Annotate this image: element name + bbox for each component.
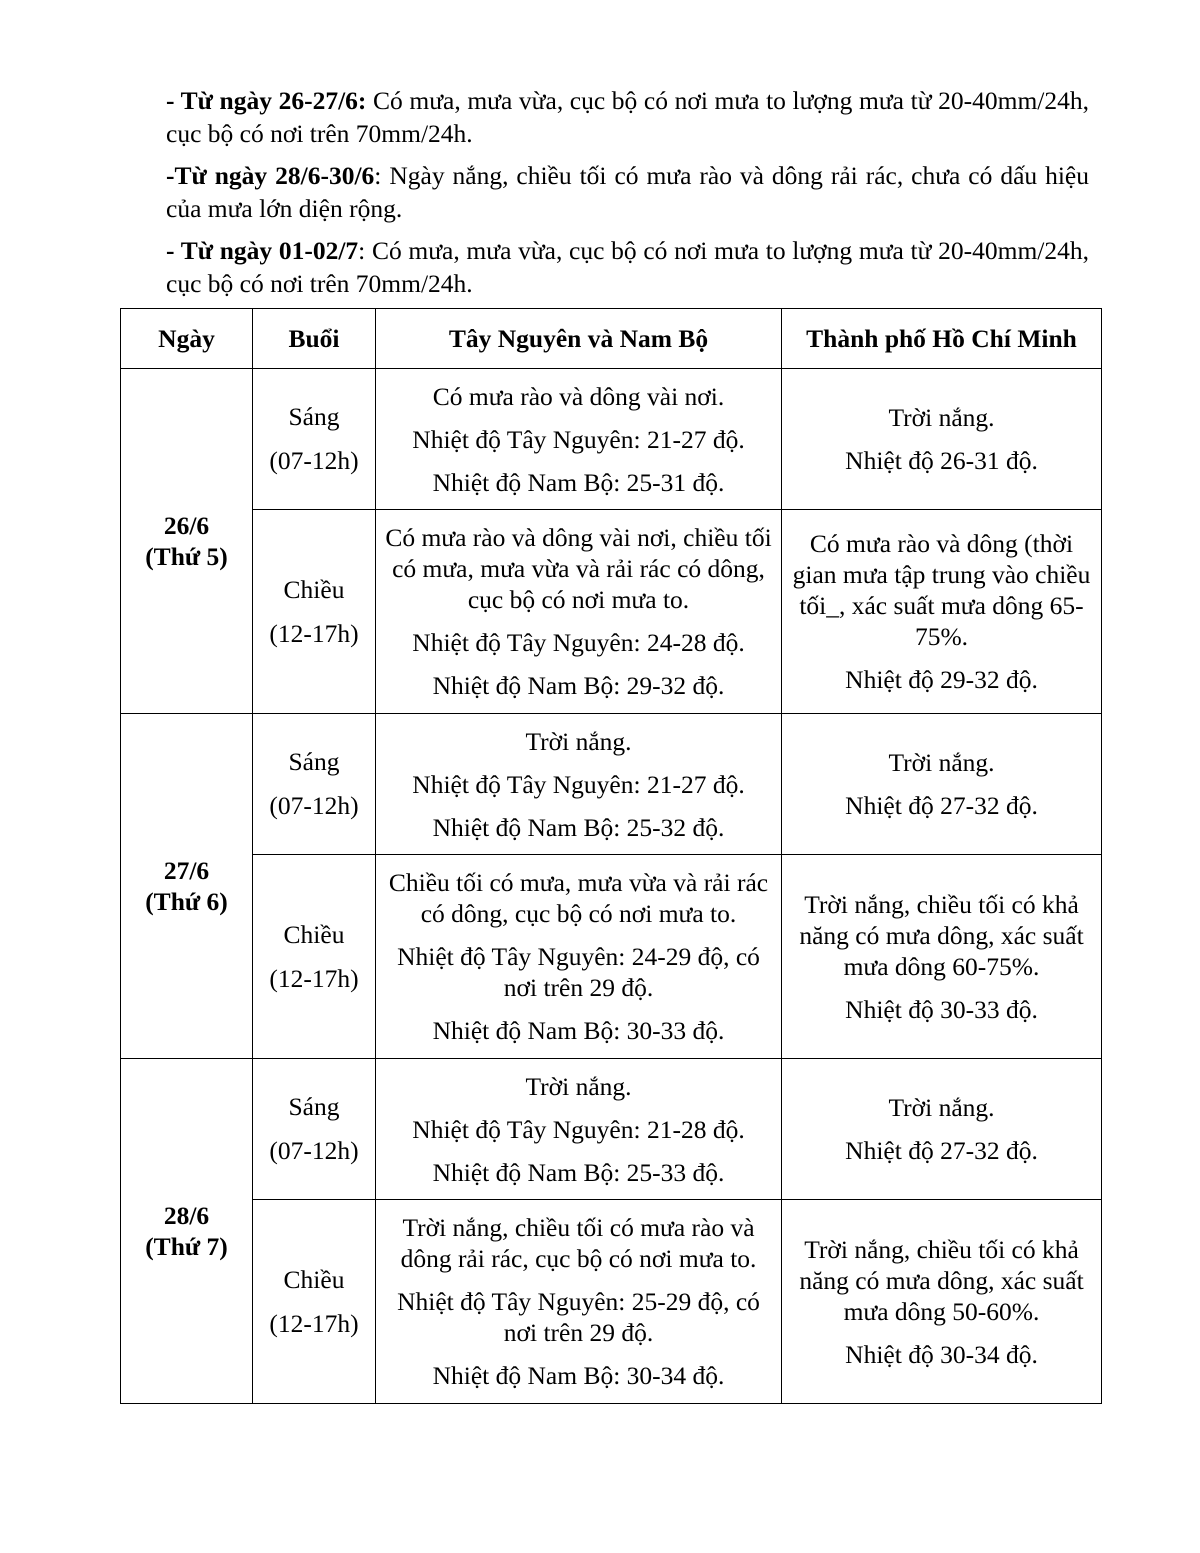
date-label: 27/6 xyxy=(163,856,210,885)
intro-label: -Từ ngày 28/6-30/6 xyxy=(166,161,375,190)
city-forecast-cell xyxy=(782,1059,1102,1200)
date-label: 26/6 xyxy=(163,511,210,540)
forecast-text: Trời nắng. xyxy=(888,403,995,432)
session-hours: (07-12h) xyxy=(269,1136,359,1165)
forecast-text: Nhiệt độ 30-33 độ. xyxy=(845,994,1038,1024)
forecast-text: Có mưa rào và dông vài nơi. xyxy=(432,381,725,411)
session-cell xyxy=(253,1059,376,1200)
session-hours: (07-12h) xyxy=(269,446,359,475)
forecast-text: Nhiệt độ Tây Nguyên: 21-28 độ. xyxy=(412,1114,745,1144)
table-row xyxy=(121,1059,1102,1200)
forecast-text: Trời nắng. xyxy=(888,1093,995,1122)
date-label: 28/6 xyxy=(163,1201,210,1230)
forecast-text: Trời nắng, chiều tối có khả năng có mưa dông, xác suất mưa dông 50-60%. xyxy=(799,1234,1084,1326)
session-hours: (12-17h) xyxy=(269,618,359,648)
region-forecast-cell xyxy=(376,714,782,855)
city-forecast-cell xyxy=(782,855,1102,1059)
weekday-label: (Thứ 5) xyxy=(145,542,228,571)
weekday-label: (Thứ 7) xyxy=(145,1232,228,1261)
intro-text: : Ngày nắng, chiều tối có mưa rào và dông rải rác, chưa có dấu hiệu của mưa lớn diện rộng. xyxy=(166,161,1089,223)
city-forecast-cell xyxy=(782,369,1102,510)
forecast-text: Nhiệt độ Nam Bộ: 25-32 độ. xyxy=(432,812,725,842)
intro-paragraph xyxy=(166,159,1089,225)
region-forecast-cell xyxy=(376,369,782,510)
weekday-label: (Thứ 6) xyxy=(145,887,228,916)
session-hours: (12-17h) xyxy=(269,1308,359,1338)
session-cell xyxy=(253,714,376,855)
table-row xyxy=(121,1200,1102,1404)
forecast-text: Có mưa rào và dông vài nơi, chiều tối có mưa, mưa vừa và rải rác có dông, cục bộ có nơi mưa to. xyxy=(385,523,772,614)
forecast-text: Nhiệt độ 27-32 độ. xyxy=(845,1136,1038,1165)
forecast-text: Trời nắng. xyxy=(525,1071,632,1101)
session-hours: (12-17h) xyxy=(269,963,359,993)
forecast-text: Nhiệt độ Nam Bộ: 25-33 độ. xyxy=(432,1157,725,1187)
table-header-row xyxy=(121,309,1102,369)
date-cell xyxy=(121,369,253,714)
table-row xyxy=(121,369,1102,510)
forecast-text: Chiều tối có mưa, mưa vừa và rải rác có dông, cục bộ có nơi mưa to. xyxy=(388,868,769,928)
session-cell xyxy=(253,1200,376,1404)
forecast-text: Nhiệt độ Tây Nguyên: 21-27 độ. xyxy=(412,769,745,799)
forecast-text: Nhiệt độ Nam Bộ: 29-32 độ. xyxy=(432,671,725,700)
session-label: Chiều xyxy=(283,1264,345,1294)
intro-paragraph xyxy=(166,84,1089,150)
header-session: Buổi xyxy=(253,309,376,369)
intro-text: : Có mưa, mưa vừa, cục bộ có nơi mưa to lượng mưa từ 20-40mm/24h, cục bộ có nơi trên 70mm/24h. xyxy=(166,236,1089,298)
intro-section xyxy=(166,84,1089,309)
forecast-text: Nhiệt độ Nam Bộ: 30-34 độ. xyxy=(432,1361,725,1390)
session-label: Sáng xyxy=(288,1092,340,1121)
city-forecast-cell xyxy=(782,510,1102,714)
city-forecast-cell xyxy=(782,714,1102,855)
region-forecast-cell xyxy=(376,855,782,1059)
forecast-text: Nhiệt độ Tây Nguyên: 24-29 độ, có nơi trên 29 độ. xyxy=(397,942,760,1002)
table-row xyxy=(121,855,1102,1059)
forecast-text: Trời nắng, chiều tối có khả năng có mưa dông, xác suất mưa dông 60-75%. xyxy=(799,889,1084,981)
region-forecast-cell xyxy=(376,510,782,714)
region-forecast-cell xyxy=(376,1059,782,1200)
forecast-table xyxy=(120,308,1102,1404)
session-hours: (07-12h) xyxy=(269,791,359,820)
header-city: Thành phố Hồ Chí Minh xyxy=(782,309,1102,369)
forecast-text: Nhiệt độ Tây Nguyên: 21-27 độ. xyxy=(412,424,745,454)
session-label: Sáng xyxy=(288,402,340,431)
city-forecast-cell xyxy=(782,1200,1102,1404)
forecast-text: Trời nắng. xyxy=(525,726,632,756)
forecast-text: Nhiệt độ Tây Nguyên: 24-28 độ. xyxy=(412,628,745,657)
session-cell xyxy=(253,855,376,1059)
header-region: Tây Nguyên và Nam Bộ xyxy=(376,309,782,369)
forecast-text: Nhiệt độ Nam Bộ: 30-33 độ. xyxy=(432,1016,725,1045)
intro-label: - Từ ngày 26-27/6: xyxy=(166,86,367,115)
date-cell xyxy=(121,1059,253,1404)
forecast-text: Nhiệt độ Nam Bộ: 25-31 độ. xyxy=(432,467,725,497)
header-date: Ngày xyxy=(121,309,253,369)
table-row xyxy=(121,510,1102,714)
forecast-text: Nhiệt độ 29-32 độ. xyxy=(845,665,1038,694)
forecast-text: Trời nắng, chiều tối có mưa rào và dông rải rác, cục bộ có nơi mưa to. xyxy=(400,1213,757,1273)
session-label: Sáng xyxy=(288,747,340,776)
date-cell xyxy=(121,714,253,1059)
intro-text: Có mưa, mưa vừa, cục bộ có nơi mưa to lượng mưa từ 20-40mm/24h, cục bộ có nơi trên 70mm/24h. xyxy=(166,86,1089,148)
forecast-text: Nhiệt độ Tây Nguyên: 25-29 độ, có nơi trên 29 độ. xyxy=(397,1287,760,1347)
session-cell xyxy=(253,369,376,510)
session-label: Chiều xyxy=(283,574,345,604)
session-label: Chiều xyxy=(283,919,345,949)
forecast-text: Nhiệt độ 27-32 độ. xyxy=(845,791,1038,820)
session-cell xyxy=(253,510,376,714)
table-row xyxy=(121,714,1102,855)
intro-paragraph xyxy=(166,234,1089,300)
intro-label: - Từ ngày 01-02/7 xyxy=(166,236,359,265)
forecast-text: Nhiệt độ 26-31 độ. xyxy=(845,446,1038,475)
forecast-text: Trời nắng. xyxy=(888,748,995,777)
region-forecast-cell xyxy=(376,1200,782,1404)
forecast-text: Có mưa rào và dông (thời gian mưa tập trung vào chiều tối_, xác suất mưa dông 65-75%. xyxy=(792,529,1091,651)
forecast-text: Nhiệt độ 30-34 độ. xyxy=(845,1339,1038,1369)
